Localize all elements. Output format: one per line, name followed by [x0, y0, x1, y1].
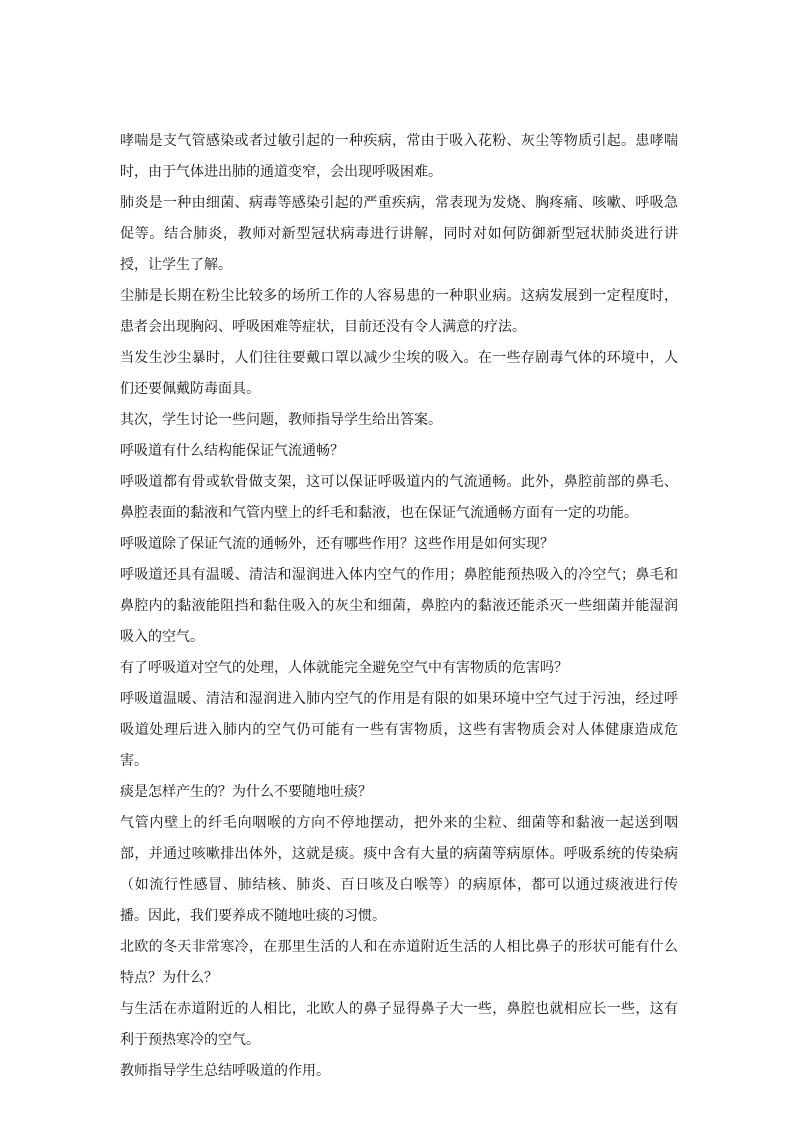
- paragraph-pneumonia: 肺炎是一种由细菌、病毒等感染引起的严重疾病，常表现为发烧、胸疼痛、咳嗽、呼吸急促等。结合肺炎，教师对新型冠状病毒进行讲解，同时对如何防御新型冠状肺炎进行讲授，让学生了解。: [120, 195, 678, 273]
- paragraph-pneumoconiosis: 尘肺是长期在粉尘比较多的场所工作的人容易患的一种职业病。这病发展到一定程度时，患者会出现胸闷、呼吸困难等症状，目前还没有令人满意的疗法。: [120, 288, 678, 335]
- question-nose-shape: 北欧的冬天非常寒冷，在那里生活的人和在赤道附近生活的人相比鼻子的形状可能有什么特点？为什么？: [120, 939, 678, 986]
- paragraph-discussion-intro: 其次，学生讨论一些问题，教师指导学生给出答案。: [120, 412, 442, 428]
- question-airway-structure: 呼吸道有什么结构能保证气流通畅？: [120, 443, 344, 459]
- paragraph-asthma: 哮喘是支气管感染或者过敏引起的一种疾病，常由于吸入花粉、灰尘等物质引起。患哮喘时，由于气体进出肺的通道变窄，会出现呼吸困难。: [120, 133, 678, 180]
- question-airway-functions: 呼吸道除了保证气流的通畅外，还有哪些作用？这些作用是如何实现？: [120, 536, 554, 552]
- answer-airway-structure: 呼吸道都有骨或软骨做支架，这可以保证呼吸道内的气流通畅。此外，鼻腔前部的鼻毛、鼻腔表面的黏液和气管内壁上的纤毛和黏液，也在保证气流通畅方面有一定的功能。: [120, 474, 678, 521]
- answer-harmful-substances: 呼吸道温暖、清洁和湿润进入肺内空气的作用是有限的如果环境中空气过于污浊，经过呼吸道处理后进入肺内的空气仍可能有一些有害物质，这些有害物质会对人体健康造成危害。: [120, 691, 678, 769]
- answer-nose-shape: 与生活在赤道附近的人相比，北欧人的鼻子显得鼻子大一些，鼻腔也就相应长一些，这有利于预热寒冷的空气。: [120, 1001, 678, 1048]
- paragraph-sandstorm: 当发生沙尘暴时，人们往往要戴口罩以减少尘埃的吸入。在一些存剧毒气体的环境中，人们还要佩戴防毒面具。: [120, 350, 678, 397]
- question-harmful-substances: 有了呼吸道对空气的处理，人体就能完全避免空气中有害物质的危害吗？: [120, 660, 568, 676]
- question-phlegm: 痰是怎样产生的？为什么不要随地吐痰？: [120, 784, 372, 800]
- answer-phlegm: 气管内壁上的纤毛向咽喉的方向不停地摆动，把外来的尘粒、细菌等和黏液一起送到咽部，并通过咳嗽排出体外，这就是痰。痰中含有大量的病菌等病原体。呼吸系统的传染病（如流行性感冒、肺结核、肺炎、百日咳及白喉等）的病原体，都可以通过痰液进行传播。因此，我们要养成不随地吐痰的习惯。: [120, 815, 678, 924]
- paragraph-summary: 教师指导学生总结呼吸道的作用。: [120, 1063, 330, 1079]
- document-body: [120, 126, 678, 1087]
- answer-airway-functions: 呼吸道还具有温暖、清洁和湿润进入体内空气的作用；鼻腔能预热吸入的冷空气；鼻毛和鼻腔内的黏液能阻挡和黏住吸入的灰尘和细菌，鼻腔内的黏液还能杀灭一些细菌并能湿润吸入的空气。: [120, 567, 678, 645]
